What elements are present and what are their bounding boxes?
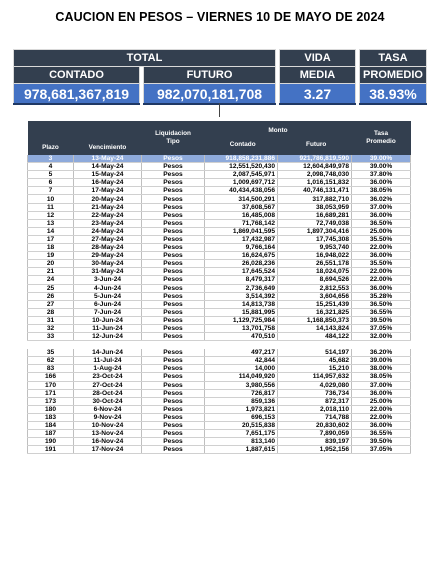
cell-futuro: 7,890,059 bbox=[278, 430, 352, 438]
cell-futuro: 40,746,131,471 bbox=[278, 187, 352, 195]
cell-futuro: 714,788 bbox=[278, 413, 352, 421]
table-row bbox=[28, 430, 411, 438]
cell-vencimiento: 11-Jul-24 bbox=[74, 357, 142, 365]
table-row bbox=[28, 244, 411, 252]
cell-contado: 26,028,236 bbox=[205, 260, 278, 268]
table-row bbox=[28, 405, 411, 413]
table-row bbox=[28, 413, 411, 421]
cell-contado: 813,140 bbox=[205, 438, 278, 446]
table-row bbox=[28, 446, 411, 454]
cell-vencimiento: 6-Nov-24 bbox=[74, 405, 142, 413]
col-tasa: Tasa bbox=[373, 130, 389, 137]
cell-plazo: 6 bbox=[28, 179, 74, 187]
cell-futuro: 26,551,178 bbox=[278, 260, 352, 268]
cell-tasa: 38.05% bbox=[352, 187, 411, 195]
cell-futuro: 3,604,656 bbox=[278, 292, 352, 300]
cell-plazo: 5 bbox=[28, 171, 74, 179]
table-row bbox=[28, 308, 411, 316]
cell-futuro: 15,210 bbox=[278, 365, 352, 373]
cell-contado: 20,515,838 bbox=[205, 422, 278, 430]
cell-vencimiento: 17-May-24 bbox=[74, 187, 142, 195]
cell-vencimiento: 28-May-24 bbox=[74, 244, 142, 252]
cell-vencimiento: 4-Jun-24 bbox=[74, 284, 142, 292]
cell-contado: 16,624,675 bbox=[205, 252, 278, 260]
cell-vencimiento: 27-May-24 bbox=[74, 235, 142, 243]
contado-header: CONTADO bbox=[14, 67, 140, 84]
futuro-total-value: 982,070,181,708 bbox=[144, 84, 276, 105]
cell-plazo: 170 bbox=[28, 381, 74, 389]
cell-contado: 726,817 bbox=[205, 389, 278, 397]
cell-contado: 14,000 bbox=[205, 365, 278, 373]
cell-vencimiento: 6-Jun-24 bbox=[74, 300, 142, 308]
group2-body bbox=[28, 349, 411, 454]
cell-vencimiento: 28-Oct-24 bbox=[74, 389, 142, 397]
table-row bbox=[28, 276, 411, 284]
table-row bbox=[28, 292, 411, 300]
cell-tasa: 37.05% bbox=[352, 446, 411, 454]
col-contado: Contado bbox=[229, 141, 256, 148]
vida-media-value: 3.27 bbox=[280, 84, 356, 105]
cell-tasa: 25.00% bbox=[352, 227, 411, 235]
cell-plazo: 12 bbox=[28, 211, 74, 219]
cell-vencimiento: 23-May-24 bbox=[74, 219, 142, 227]
summary-table bbox=[13, 49, 427, 105]
cell-contado: 1,869,041,595 bbox=[205, 227, 278, 235]
cell-futuro: 839,197 bbox=[278, 438, 352, 446]
cell-plazo: 26 bbox=[28, 292, 74, 300]
cell-futuro: 8,694,526 bbox=[278, 276, 352, 284]
cell-futuro: 14,143,824 bbox=[278, 324, 352, 332]
vida-header: VIDA bbox=[280, 50, 356, 67]
cell-plazo: 28 bbox=[28, 308, 74, 316]
col-promedio: Promedio bbox=[366, 138, 396, 145]
cell-plazo: 190 bbox=[28, 438, 74, 446]
cell-contado: 14,813,738 bbox=[205, 300, 278, 308]
cell-contado: 37,608,567 bbox=[205, 203, 278, 211]
cell-contado: 1,973,821 bbox=[205, 405, 278, 413]
cell-tasa: 36.00% bbox=[352, 284, 411, 292]
cell-contado: 1,009,697,712 bbox=[205, 179, 278, 187]
cell-vencimiento: 1-Aug-24 bbox=[74, 365, 142, 373]
cell-tipo: Pesos bbox=[142, 357, 205, 365]
table-row bbox=[28, 316, 411, 324]
group1-body bbox=[28, 155, 411, 341]
cell-futuro: 1,168,850,373 bbox=[278, 316, 352, 324]
cell-contado: 12,551,520,430 bbox=[205, 163, 278, 171]
table-row bbox=[28, 211, 411, 219]
cell-tasa: 22.00% bbox=[352, 268, 411, 276]
cell-futuro: 18,024,075 bbox=[278, 268, 352, 276]
cell-plazo: 17 bbox=[28, 235, 74, 243]
cell-contado: 696,153 bbox=[205, 413, 278, 421]
cell-plazo: 171 bbox=[28, 389, 74, 397]
cell-contado: 15,881,995 bbox=[205, 308, 278, 316]
cell-tasa: 38.00% bbox=[352, 365, 411, 373]
cell-tasa: 36.20% bbox=[352, 349, 411, 357]
cell-futuro: 16,321,825 bbox=[278, 308, 352, 316]
cell-tasa: 36.55% bbox=[352, 308, 411, 316]
cell-tipo: Pesos bbox=[142, 300, 205, 308]
page-title: CAUCION EN PESOS – VIERNES 10 DE MAYO DE 2024 bbox=[55, 10, 385, 24]
cell-tipo: Pesos bbox=[142, 292, 205, 300]
cell-tasa: 36.00% bbox=[352, 422, 411, 430]
col-plazo: Plazo bbox=[28, 121, 74, 155]
cell-plazo: 13 bbox=[28, 219, 74, 227]
cell-tasa: 36.00% bbox=[352, 179, 411, 187]
cell-futuro: 114,957,632 bbox=[278, 373, 352, 381]
cell-tipo: Pesos bbox=[142, 179, 205, 187]
cell-plazo: 27 bbox=[28, 300, 74, 308]
cell-tipo: Pesos bbox=[142, 284, 205, 292]
cell-contado: 8,479,317 bbox=[205, 276, 278, 284]
cell-contado: 3,980,556 bbox=[205, 381, 278, 389]
cell-tipo: Pesos bbox=[142, 381, 205, 389]
cell-plazo: 7 bbox=[28, 187, 74, 195]
cell-tasa: 22.00% bbox=[352, 413, 411, 421]
cell-contado: 71,768,142 bbox=[205, 219, 278, 227]
cell-tipo: Pesos bbox=[142, 316, 205, 324]
cell-tasa: 35.28% bbox=[352, 292, 411, 300]
cell-tipo: Pesos bbox=[142, 219, 205, 227]
cell-vencimiento: 30-May-24 bbox=[74, 260, 142, 268]
cell-plazo: 31 bbox=[28, 316, 74, 324]
cell-tipo: Pesos bbox=[142, 349, 205, 357]
cell-plazo: 3 bbox=[28, 155, 74, 163]
cell-plazo: 14 bbox=[28, 227, 74, 235]
cell-futuro: 1,016,151,832 bbox=[278, 179, 352, 187]
cell-vencimiento: 29-May-24 bbox=[74, 252, 142, 260]
cell-tipo: Pesos bbox=[142, 155, 205, 163]
cell-tipo: Pesos bbox=[142, 405, 205, 413]
cell-plazo: 32 bbox=[28, 324, 74, 332]
col-liquidacion: Liquidacion bbox=[155, 130, 191, 137]
cell-futuro: 921,786,819,590 bbox=[278, 155, 352, 163]
contado-total-value: 978,681,367,819 bbox=[14, 84, 140, 105]
cell-futuro: 20,830,602 bbox=[278, 422, 352, 430]
table-row bbox=[28, 300, 411, 308]
cell-vencimiento: 9-Nov-24 bbox=[74, 413, 142, 421]
cell-plazo: 184 bbox=[28, 422, 74, 430]
table-row bbox=[28, 349, 411, 357]
table-row bbox=[28, 357, 411, 365]
cell-plazo: 83 bbox=[28, 365, 74, 373]
cell-tipo: Pesos bbox=[142, 187, 205, 195]
cell-tipo: Pesos bbox=[142, 268, 205, 276]
cell-tasa: 36.55% bbox=[352, 430, 411, 438]
cell-vencimiento: 5-Jun-24 bbox=[74, 292, 142, 300]
cell-tipo: Pesos bbox=[142, 397, 205, 405]
table-row bbox=[28, 219, 411, 227]
table-row bbox=[28, 333, 411, 341]
table-row bbox=[28, 324, 411, 332]
cell-plazo: 35 bbox=[28, 349, 74, 357]
cell-futuro: 1,897,304,416 bbox=[278, 227, 352, 235]
cell-tipo: Pesos bbox=[142, 413, 205, 421]
cell-contado: 9,766,164 bbox=[205, 244, 278, 252]
cell-contado: 40,434,438,056 bbox=[205, 187, 278, 195]
table-row bbox=[28, 235, 411, 243]
caucion-detail-table bbox=[27, 121, 411, 454]
cell-tipo: Pesos bbox=[142, 227, 205, 235]
cell-tipo: Pesos bbox=[142, 373, 205, 381]
table-row bbox=[28, 422, 411, 430]
cell-plazo: 21 bbox=[28, 268, 74, 276]
cell-vencimiento: 12-Jun-24 bbox=[74, 333, 142, 341]
cell-futuro: 17,745,308 bbox=[278, 235, 352, 243]
cell-vencimiento: 10-Nov-24 bbox=[74, 422, 142, 430]
cell-futuro: 4,029,080 bbox=[278, 381, 352, 389]
cell-tasa: 22.00% bbox=[352, 244, 411, 252]
cell-vencimiento: 15-May-24 bbox=[74, 171, 142, 179]
cell-tipo: Pesos bbox=[142, 244, 205, 252]
cell-tasa: 25.00% bbox=[352, 397, 411, 405]
cell-tipo: Pesos bbox=[142, 211, 205, 219]
tasa-promedio-value: 38.93% bbox=[360, 84, 427, 105]
cell-futuro: 514,197 bbox=[278, 349, 352, 357]
col-vencimiento: Vencimiento bbox=[74, 121, 142, 155]
table-row bbox=[28, 284, 411, 292]
col-liquidacion-tipo bbox=[142, 121, 205, 155]
table-row bbox=[28, 252, 411, 260]
cell-tasa: 22.00% bbox=[352, 276, 411, 284]
col-futuro: Futuro bbox=[306, 141, 327, 148]
cell-vencimiento: 13-Nov-24 bbox=[74, 430, 142, 438]
cell-plazo: 24 bbox=[28, 276, 74, 284]
cell-vencimiento: 11-Jun-24 bbox=[74, 324, 142, 332]
cell-vencimiento: 31-May-24 bbox=[74, 268, 142, 276]
table-row bbox=[28, 155, 411, 163]
promedio-header: PROMEDIO bbox=[360, 67, 427, 84]
cell-contado: 7,651,175 bbox=[205, 430, 278, 438]
cell-contado: 1,887,615 bbox=[205, 446, 278, 454]
cell-tipo: Pesos bbox=[142, 446, 205, 454]
cell-contado: 2,087,545,971 bbox=[205, 171, 278, 179]
table-row bbox=[28, 163, 411, 171]
col-tipo: Tipo bbox=[166, 138, 180, 145]
cell-vencimiento: 17-Nov-24 bbox=[74, 446, 142, 454]
cell-futuro: 484,122 bbox=[278, 333, 352, 341]
cell-futuro: 16,948,022 bbox=[278, 252, 352, 260]
cell-futuro: 2,812,553 bbox=[278, 284, 352, 292]
cell-tasa: 37.05% bbox=[352, 324, 411, 332]
table-row bbox=[28, 227, 411, 235]
col-monto: Monto bbox=[268, 127, 288, 134]
cell-contado: 918,858,231,886 bbox=[205, 155, 278, 163]
table-row bbox=[28, 438, 411, 446]
cell-vencimiento: 24-May-24 bbox=[74, 227, 142, 235]
cell-tasa: 39.50% bbox=[352, 316, 411, 324]
cell-tasa: 22.00% bbox=[352, 405, 411, 413]
cell-tasa: 36.50% bbox=[352, 219, 411, 227]
cell-plazo: 19 bbox=[28, 252, 74, 260]
cell-contado: 17,645,524 bbox=[205, 268, 278, 276]
cell-tipo: Pesos bbox=[142, 260, 205, 268]
total-header: TOTAL bbox=[14, 50, 276, 67]
futuro-header: FUTURO bbox=[144, 67, 276, 84]
cell-plazo: 10 bbox=[28, 195, 74, 203]
cell-contado: 114,049,920 bbox=[205, 373, 278, 381]
cell-contado: 859,136 bbox=[205, 397, 278, 405]
col-tasa-promedio bbox=[352, 121, 411, 155]
cell-tipo: Pesos bbox=[142, 365, 205, 373]
cell-tasa: 36.00% bbox=[352, 252, 411, 260]
cell-plazo: 11 bbox=[28, 203, 74, 211]
cell-contado: 3,514,392 bbox=[205, 292, 278, 300]
cell-tipo: Pesos bbox=[142, 333, 205, 341]
cell-tasa: 37.00% bbox=[352, 203, 411, 211]
cell-futuro: 45,682 bbox=[278, 357, 352, 365]
cell-tipo: Pesos bbox=[142, 422, 205, 430]
cell-contado: 16,485,008 bbox=[205, 211, 278, 219]
cell-plazo: 183 bbox=[28, 413, 74, 421]
table-row bbox=[28, 187, 411, 195]
cell-tasa: 35.50% bbox=[352, 260, 411, 268]
cell-contado: 314,500,291 bbox=[205, 195, 278, 203]
cell-tipo: Pesos bbox=[142, 252, 205, 260]
cell-tipo: Pesos bbox=[142, 195, 205, 203]
table-row bbox=[28, 203, 411, 211]
cell-contado: 42,844 bbox=[205, 357, 278, 365]
cell-plazo: 180 bbox=[28, 405, 74, 413]
cell-contado: 2,736,649 bbox=[205, 284, 278, 292]
cell-plazo: 18 bbox=[28, 244, 74, 252]
cell-tasa: 39.00% bbox=[352, 357, 411, 365]
col-monto-group bbox=[205, 121, 352, 155]
cell-vencimiento: 16-May-24 bbox=[74, 179, 142, 187]
cell-vencimiento: 21-May-24 bbox=[74, 203, 142, 211]
cell-contado: 17,432,987 bbox=[205, 235, 278, 243]
table-row bbox=[28, 260, 411, 268]
cell-tasa: 39.00% bbox=[352, 155, 411, 163]
cell-plazo: 191 bbox=[28, 446, 74, 454]
cell-futuro: 16,689,281 bbox=[278, 211, 352, 219]
cell-plazo: 20 bbox=[28, 260, 74, 268]
tasa-header: TASA bbox=[360, 50, 427, 67]
cell-tasa: 36.50% bbox=[352, 300, 411, 308]
cell-futuro: 2,018,110 bbox=[278, 405, 352, 413]
cell-futuro: 72,749,038 bbox=[278, 219, 352, 227]
cell-tipo: Pesos bbox=[142, 235, 205, 243]
cell-tipo: Pesos bbox=[142, 324, 205, 332]
cell-futuro: 12,604,849,978 bbox=[278, 163, 352, 171]
cell-plazo: 33 bbox=[28, 333, 74, 341]
divider-tick bbox=[219, 103, 220, 117]
table-row bbox=[28, 397, 411, 405]
table-row bbox=[28, 389, 411, 397]
cell-futuro: 2,098,748,030 bbox=[278, 171, 352, 179]
cell-plazo: 62 bbox=[28, 357, 74, 365]
cell-plazo: 166 bbox=[28, 373, 74, 381]
cell-tipo: Pesos bbox=[142, 430, 205, 438]
cell-tasa: 37.80% bbox=[352, 171, 411, 179]
cell-vencimiento: 30-Oct-24 bbox=[74, 397, 142, 405]
table-row bbox=[28, 195, 411, 203]
cell-tipo: Pesos bbox=[142, 438, 205, 446]
cell-tipo: Pesos bbox=[142, 171, 205, 179]
table-header-row bbox=[28, 121, 411, 155]
table-row bbox=[28, 373, 411, 381]
cell-vencimiento: 23-Oct-24 bbox=[74, 373, 142, 381]
cell-tasa: 38.05% bbox=[352, 373, 411, 381]
cell-tipo: Pesos bbox=[142, 308, 205, 316]
cell-futuro: 872,317 bbox=[278, 397, 352, 405]
table-row bbox=[28, 381, 411, 389]
cell-tipo: Pesos bbox=[142, 163, 205, 171]
cell-vencimiento: 22-May-24 bbox=[74, 211, 142, 219]
media-header: MEDIA bbox=[280, 67, 356, 84]
cell-tipo: Pesos bbox=[142, 203, 205, 211]
cell-vencimiento: 20-May-24 bbox=[74, 195, 142, 203]
cell-vencimiento: 14-May-24 bbox=[74, 163, 142, 171]
cell-tasa: 36.00% bbox=[352, 211, 411, 219]
cell-futuro: 736,734 bbox=[278, 389, 352, 397]
cell-futuro: 317,882,710 bbox=[278, 195, 352, 203]
cell-futuro: 38,053,959 bbox=[278, 203, 352, 211]
cell-plazo: 4 bbox=[28, 163, 74, 171]
cell-futuro: 15,251,439 bbox=[278, 300, 352, 308]
cell-vencimiento: 14-Jun-24 bbox=[74, 349, 142, 357]
table-row bbox=[28, 365, 411, 373]
cell-tipo: Pesos bbox=[142, 276, 205, 284]
cell-tasa: 32.00% bbox=[352, 333, 411, 341]
cell-vencimiento: 27-Oct-24 bbox=[74, 381, 142, 389]
table-row bbox=[28, 268, 411, 276]
cell-contado: 470,510 bbox=[205, 333, 278, 341]
cell-plazo: 187 bbox=[28, 430, 74, 438]
cell-tasa: 35.50% bbox=[352, 235, 411, 243]
cell-tipo: Pesos bbox=[142, 389, 205, 397]
cell-vencimiento: 16-Nov-24 bbox=[74, 438, 142, 446]
cell-futuro: 1,952,156 bbox=[278, 446, 352, 454]
cell-plazo: 173 bbox=[28, 397, 74, 405]
cell-vencimiento: 7-Jun-24 bbox=[74, 308, 142, 316]
table-row bbox=[28, 171, 411, 179]
cell-tasa: 37.00% bbox=[352, 381, 411, 389]
table-row bbox=[28, 179, 411, 187]
cell-vencimiento: 13-May-24 bbox=[74, 155, 142, 163]
cell-contado: 1,129,725,984 bbox=[205, 316, 278, 324]
cell-futuro: 9,953,740 bbox=[278, 244, 352, 252]
cell-contado: 497,217 bbox=[205, 349, 278, 357]
cell-tasa: 36.02% bbox=[352, 195, 411, 203]
cell-vencimiento: 3-Jun-24 bbox=[74, 276, 142, 284]
cell-vencimiento: 10-Jun-24 bbox=[74, 316, 142, 324]
cell-tasa: 39.00% bbox=[352, 163, 411, 171]
cell-plazo: 25 bbox=[28, 284, 74, 292]
cell-tasa: 36.00% bbox=[352, 389, 411, 397]
cell-tasa: 39.50% bbox=[352, 438, 411, 446]
cell-contado: 13,701,758 bbox=[205, 324, 278, 332]
